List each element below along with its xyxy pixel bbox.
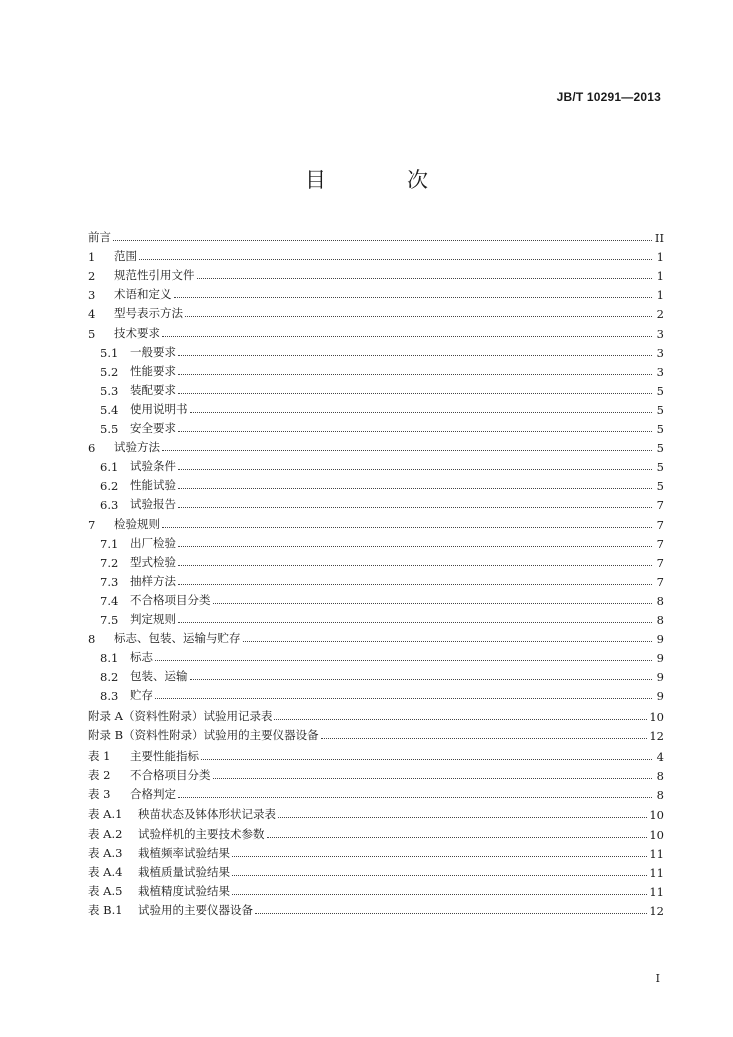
toc-entry-label: 范围: [114, 249, 137, 264]
toc-entry[interactable]: [88, 684, 664, 703]
toc-entry-number: 6.1: [100, 460, 119, 475]
toc-leader-dots: [178, 621, 652, 623]
toc-entry-label: 试验用的主要仪器设备: [138, 902, 253, 917]
toc-entry-label: 性能要求: [130, 363, 176, 378]
toc-entry-label: 标志、包装、运输与贮存: [114, 631, 241, 646]
toc-entry-number: 5.4: [100, 402, 119, 417]
toc-entry-number: 表 A.3: [88, 845, 123, 860]
toc-entry-label: 术语和定义: [114, 287, 172, 302]
toc-entry-number: 7.5: [100, 612, 119, 627]
toc-entry[interactable]: [88, 705, 664, 724]
toc-entry-page: 5: [656, 441, 664, 456]
toc-entry-page: 11: [649, 865, 664, 880]
toc-entry-page: 10: [649, 709, 664, 724]
toc-leader-dots: [255, 912, 647, 914]
toc-entry-label: 附录 B（资料性附录）试验用的主要仪器设备: [88, 728, 319, 743]
toc-entry-page: 1: [656, 250, 664, 265]
toc-entry[interactable]: [88, 627, 664, 646]
toc-entry[interactable]: [88, 589, 664, 608]
toc-entry-number: 5.1: [100, 345, 119, 360]
toc-entry-label: 一般要求: [130, 344, 176, 359]
toc-entry-label: 栽植频率试验结果: [138, 845, 230, 860]
page-title: 目 次: [305, 168, 458, 192]
toc-leader-dots: [232, 893, 647, 895]
toc-leader-dots: [185, 315, 652, 317]
toc-entry-label: 抽样方法: [130, 573, 176, 588]
toc-entry-label: 规范性引用文件: [114, 268, 195, 283]
toc-entry-page: 9: [656, 670, 664, 685]
toc-entry-label: 判定规则: [130, 611, 176, 626]
toc-entry-label: 试验样机的主要技术参数: [138, 826, 265, 841]
toc-entry-number: 7.2: [100, 555, 119, 570]
toc-entry-page: 2: [656, 307, 664, 322]
toc-leader-dots: [274, 718, 647, 720]
toc-leader-dots: [155, 697, 652, 699]
toc-entry[interactable]: [88, 417, 664, 436]
toc-entry-page: 7: [656, 517, 664, 532]
toc-entry-label: 前言: [88, 230, 111, 245]
toc-entry-label: 包装、运输: [130, 669, 188, 684]
toc-entry-number: 7.4: [100, 593, 119, 608]
toc-entry-number: 表 B.1: [88, 902, 123, 917]
toc-leader-dots: [155, 659, 652, 661]
toc-entry-page: 1: [656, 288, 664, 303]
toc-entry[interactable]: [88, 436, 664, 455]
toc-entry-page: 7: [656, 555, 664, 570]
toc-entry-page: 3: [656, 364, 664, 379]
toc-entry-label: 不合格项目分类: [130, 767, 211, 782]
toc-entry[interactable]: [88, 783, 664, 802]
toc-entry-page: 1: [656, 269, 664, 284]
toc-leader-dots: [139, 258, 652, 260]
toc-entry-label: 试验方法: [114, 440, 160, 455]
toc-entry[interactable]: [88, 245, 664, 264]
toc-entry-number: 6.2: [100, 479, 119, 494]
toc-leader-dots: [213, 777, 653, 779]
toc-leader-dots: [201, 758, 652, 760]
toc-entry[interactable]: [88, 321, 664, 340]
toc-entry-label: 栽植精度试验结果: [138, 883, 230, 898]
toc-leader-dots: [178, 506, 652, 508]
toc-leader-dots: [267, 836, 648, 838]
toc-leader-dots: [162, 335, 652, 337]
toc-entry[interactable]: [88, 341, 664, 360]
toc-entry-number: 6: [88, 441, 96, 456]
toc-leader-dots: [178, 487, 652, 489]
toc-entry[interactable]: [88, 764, 664, 783]
toc-entry-number: 7.3: [100, 574, 119, 589]
toc-entry[interactable]: [88, 493, 664, 512]
toc-entry[interactable]: [88, 899, 664, 918]
toc-entry-page: 5: [656, 402, 664, 417]
toc-entry-number: 3: [88, 288, 96, 303]
toc-entry-page: 5: [656, 460, 664, 475]
toc-entry-number: 6.3: [100, 498, 119, 513]
toc-entry-number: 5.5: [100, 422, 119, 437]
toc-entry[interactable]: [88, 398, 664, 417]
toc-leader-dots: [213, 602, 653, 604]
toc-leader-dots: [232, 855, 647, 857]
toc-entry-page: 5: [656, 383, 664, 398]
toc-leader-dots: [113, 239, 652, 241]
toc-entry-number: 4: [88, 307, 96, 322]
toc-leader-dots: [232, 874, 647, 876]
toc-leader-dots: [162, 526, 652, 528]
toc-entry-number: 7: [88, 517, 96, 532]
toc-entry-page: 9: [656, 651, 664, 666]
toc-entry-page: 10: [649, 808, 664, 823]
toc-entry-page: 9: [656, 632, 664, 647]
toc-entry-page: 5: [656, 479, 664, 494]
toc-entry-number: 8: [88, 632, 96, 647]
toc-leader-dots: [178, 796, 652, 798]
document-code: JB/T 10291—2013: [556, 90, 661, 104]
toc-leader-dots: [178, 545, 652, 547]
table-of-contents: [88, 226, 664, 918]
toc-entry-label: 试验条件: [130, 459, 176, 474]
toc-entry-number: 表 3: [88, 786, 111, 801]
toc-leader-dots: [243, 640, 653, 642]
toc-entry-number: 5.3: [100, 383, 119, 398]
toc-leader-dots: [178, 354, 652, 356]
toc-entry-label: 型式检验: [130, 554, 176, 569]
toc-entry-label: 试验报告: [130, 497, 176, 512]
toc-entry[interactable]: [88, 570, 664, 589]
toc-entry-page: 11: [649, 884, 664, 899]
toc-entry[interactable]: [88, 822, 664, 841]
toc-entry[interactable]: [88, 646, 664, 665]
toc-entry-page: 8: [656, 593, 664, 608]
toc-entry[interactable]: [88, 360, 664, 379]
toc-entry[interactable]: [88, 455, 664, 474]
toc-entry-page: 7: [656, 536, 664, 551]
toc-entry-number: 8.1: [100, 651, 119, 666]
toc-entry-page: 8: [656, 612, 664, 627]
toc-entry[interactable]: [88, 842, 664, 861]
toc-entry[interactable]: [88, 608, 664, 627]
toc-entry-page: 3: [656, 326, 664, 341]
toc-entry[interactable]: [88, 226, 664, 245]
toc-entry-label: 标志: [130, 650, 153, 665]
toc-entry[interactable]: [88, 512, 664, 531]
toc-entry-label: 性能试验: [130, 478, 176, 493]
toc-entry-number: 2: [88, 269, 96, 284]
toc-entry[interactable]: [88, 283, 664, 302]
toc-entry-page: 10: [649, 827, 664, 842]
toc-leader-dots: [178, 583, 652, 585]
toc-leader-dots: [278, 816, 647, 818]
toc-entry[interactable]: [88, 861, 664, 880]
toc-entry-page: II: [654, 231, 664, 246]
toc-leader-dots: [197, 277, 653, 279]
toc-entry-number: 表 A.5: [88, 883, 123, 898]
toc-leader-dots: [162, 449, 652, 451]
toc-entry-page: 8: [656, 768, 664, 783]
toc-entry-number: 8.3: [100, 689, 119, 704]
toc-entry[interactable]: [88, 474, 664, 493]
toc-entry-number: 表 A.4: [88, 864, 123, 879]
toc-entry[interactable]: [88, 532, 664, 551]
toc-leader-dots: [190, 411, 653, 413]
toc-entry-page: 7: [656, 498, 664, 513]
toc-entry-number: 1: [88, 250, 96, 265]
toc-entry[interactable]: [88, 264, 664, 283]
toc-leader-dots: [178, 564, 652, 566]
toc-entry-page: 4: [656, 749, 664, 764]
toc-entry-number: 表 2: [88, 767, 111, 782]
toc-entry[interactable]: [88, 302, 664, 321]
toc-entry-label: 栽植质量试验结果: [138, 864, 230, 879]
toc-entry-label: 型号表示方法: [114, 306, 183, 321]
toc-entry-number: 表 1: [88, 748, 111, 763]
toc-entry-label: 检验规则: [114, 516, 160, 531]
toc-entry-page: 7: [656, 574, 664, 589]
toc-entry[interactable]: [88, 724, 664, 743]
toc-entry-number: 7.1: [100, 536, 119, 551]
toc-entry[interactable]: [88, 551, 664, 570]
toc-entry-page: 11: [649, 846, 664, 861]
toc-entry-label: 主要性能指标: [130, 748, 199, 763]
toc-entry-label: 安全要求: [130, 421, 176, 436]
toc-leader-dots: [178, 430, 652, 432]
toc-leader-dots: [174, 296, 653, 298]
toc-entry-page: 5: [656, 422, 664, 437]
toc-entry-number: 表 A.2: [88, 826, 123, 841]
toc-entry-label: 出厂检验: [130, 535, 176, 550]
toc-entry-number: 5.2: [100, 364, 119, 379]
toc-entry-label: 使用说明书: [130, 401, 188, 416]
toc-entry-label: 秧苗状态及钵体形状记录表: [138, 807, 276, 822]
toc-entry-number: 5: [88, 326, 96, 341]
toc-entry[interactable]: [88, 379, 664, 398]
toc-entry-label: 合格判定: [130, 786, 176, 801]
toc-leader-dots: [190, 678, 653, 680]
toc-leader-dots: [321, 737, 648, 739]
toc-entry-label: 附录 A（资料性附录）试验用记录表: [88, 708, 273, 723]
toc-entry[interactable]: [88, 665, 664, 684]
toc-entry-number: 表 A.1: [88, 807, 123, 822]
toc-entry-page: 9: [656, 689, 664, 704]
toc-entry-label: 装配要求: [130, 382, 176, 397]
toc-entry-label: 不合格项目分类: [130, 592, 211, 607]
page-number: I: [655, 972, 660, 985]
toc-entry[interactable]: [88, 803, 664, 822]
toc-entry-label: 贮存: [130, 688, 153, 703]
toc-leader-dots: [178, 373, 652, 375]
toc-entry-label: 技术要求: [114, 325, 160, 340]
toc-entry-page: 8: [656, 787, 664, 802]
toc-entry-page: 12: [649, 729, 664, 744]
toc-entry-page: 3: [656, 345, 664, 360]
toc-entry-page: 12: [649, 903, 664, 918]
toc-leader-dots: [178, 392, 652, 394]
toc-entry-number: 8.2: [100, 670, 119, 685]
toc-entry[interactable]: [88, 745, 664, 764]
toc-entry[interactable]: [88, 880, 664, 899]
toc-leader-dots: [178, 468, 652, 470]
